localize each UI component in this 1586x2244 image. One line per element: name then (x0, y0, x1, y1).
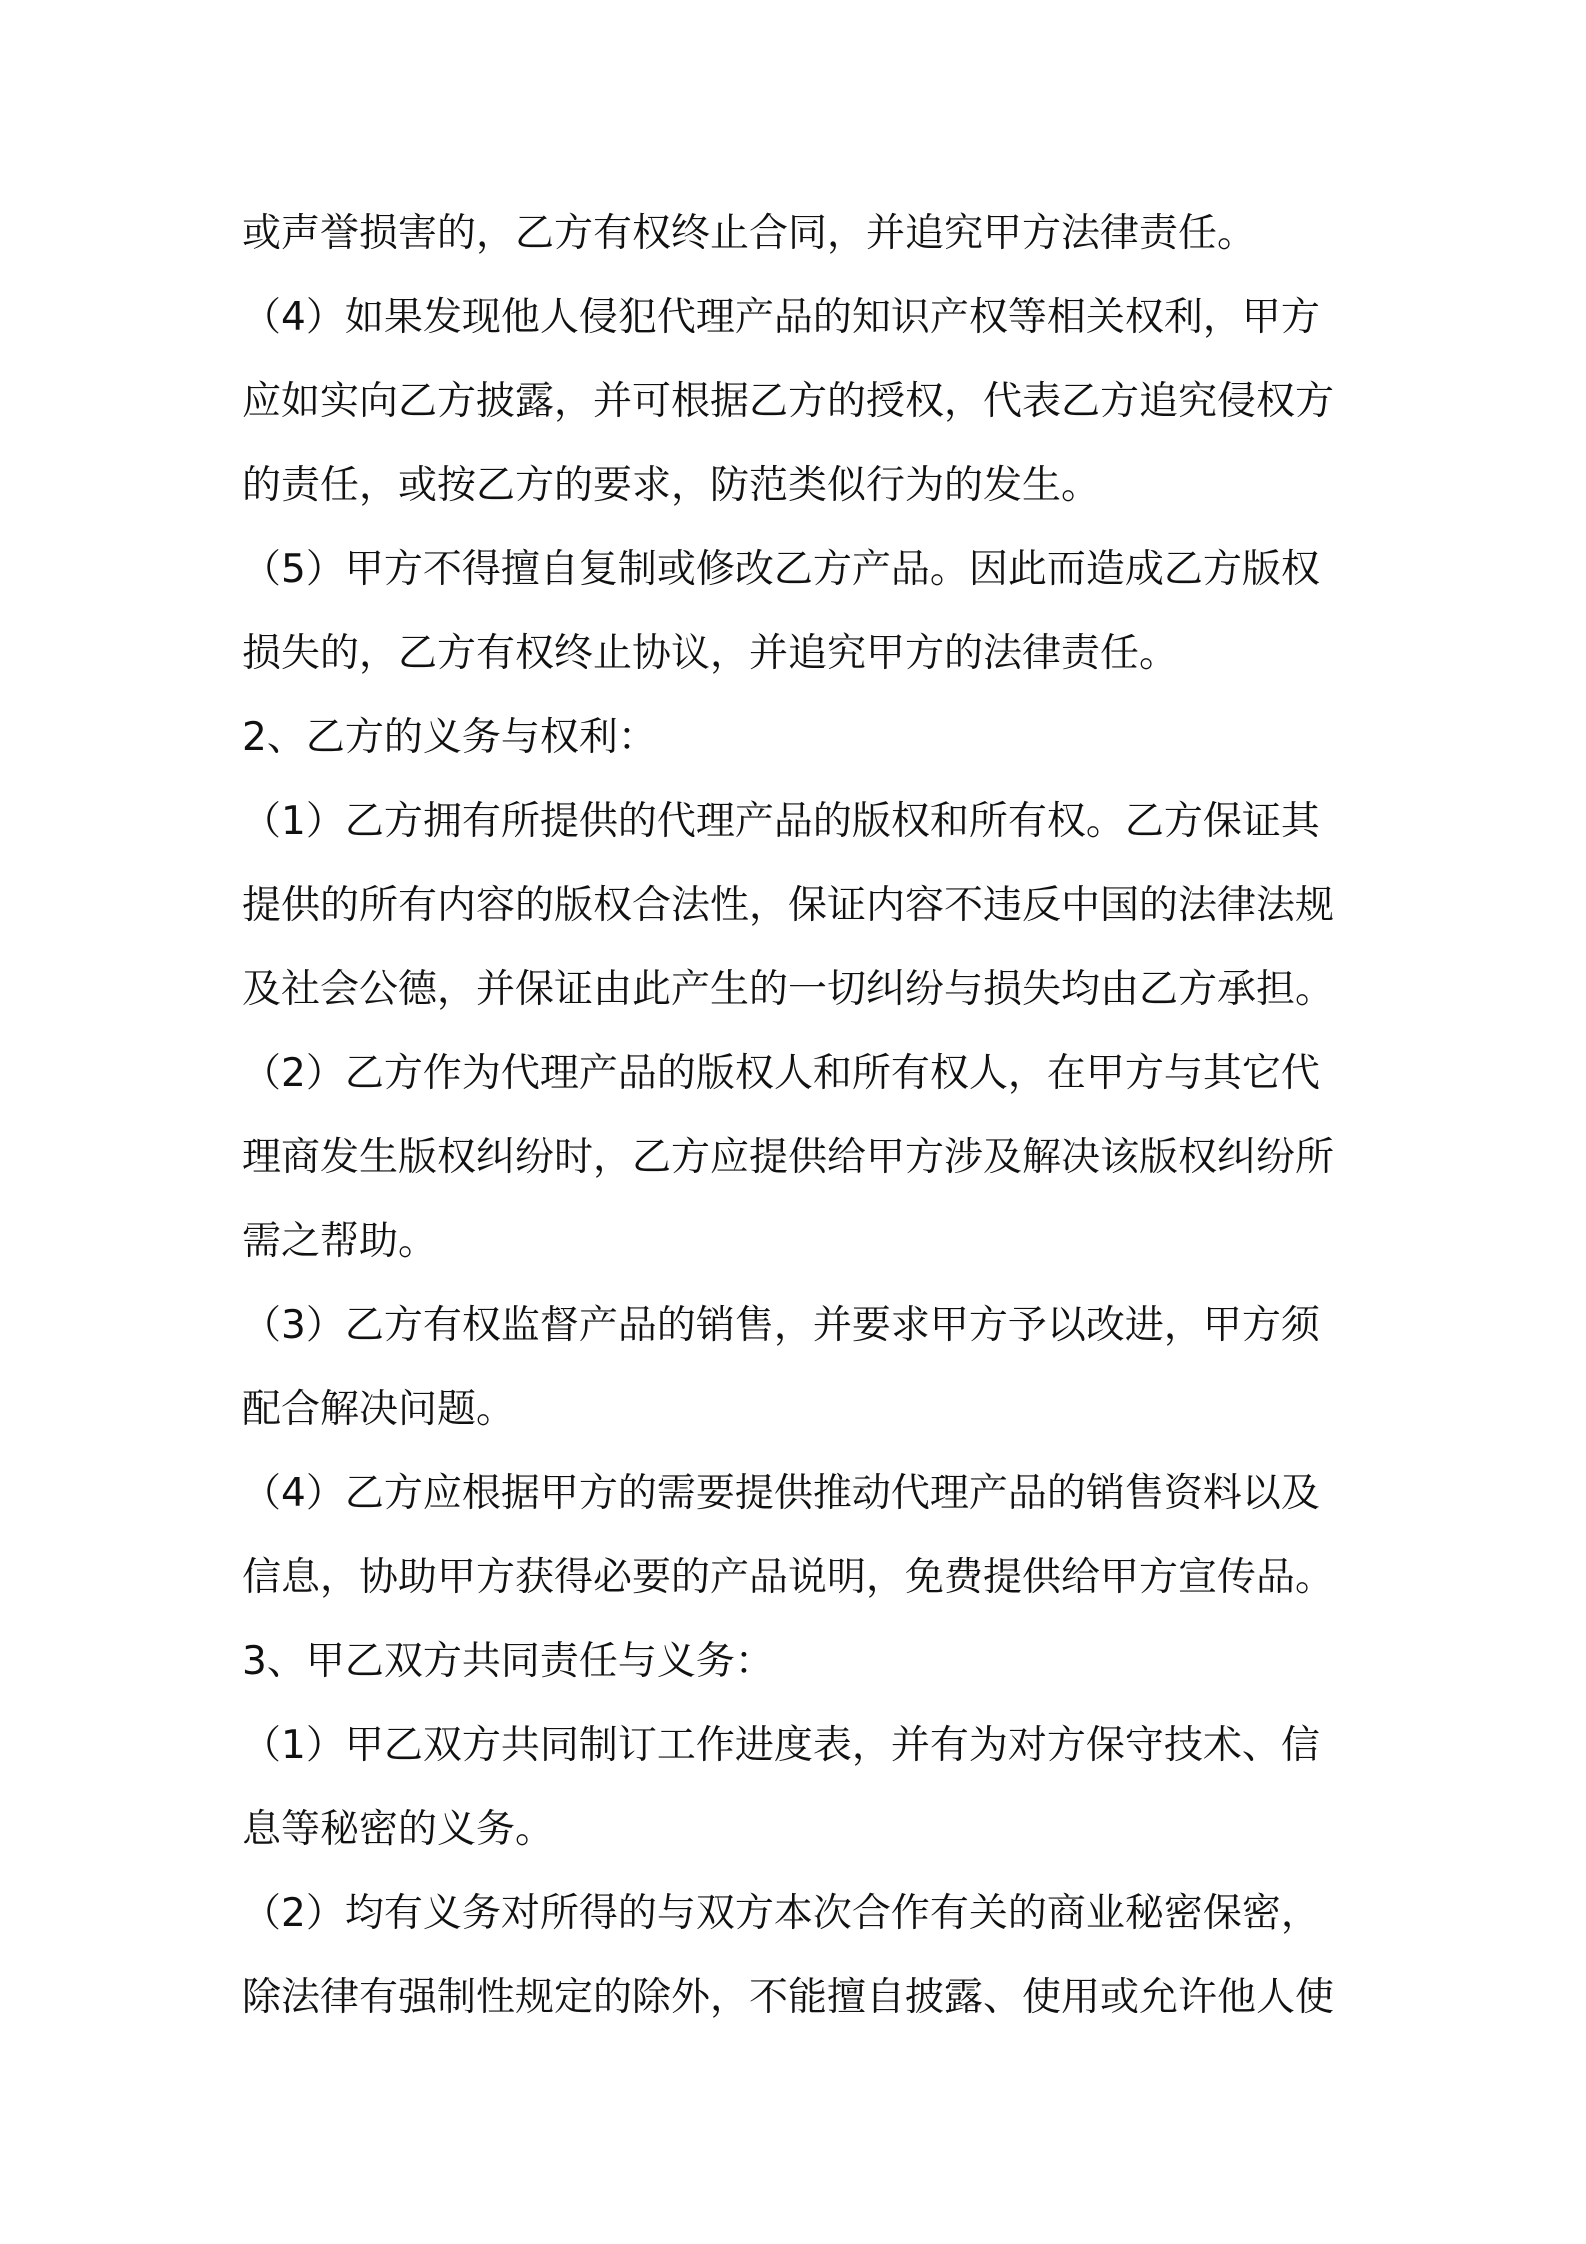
text-line: 息等秘密的义务。 (242, 1807, 555, 1852)
text-line: （1）乙方拥有所提供的代理产品的版权和所有权。乙方保证其 (242, 799, 1320, 844)
text-line: （2）均有义务对所得的与双方本次合作有关的商业秘密保密， (242, 1891, 1320, 1936)
text-line: 及社会公德，并保证由此产生的一切纠纷与损失均由乙方承担。 (242, 967, 1335, 1012)
text-line: 的责任，或按乙方的要求，防范类似行为的发生。 (242, 463, 1101, 508)
text-line: 理商发生版权纠纷时，乙方应提供给甲方涉及解决该版权纠纷所 (242, 1135, 1335, 1180)
section-heading: 3、甲乙双方共同责任与义务： (242, 1639, 774, 1684)
text-line: 除法律有强制性规定的除外，不能擅自披露、使用或允许他人使 (242, 1975, 1335, 2020)
text-line: （3）乙方有权监督产品的销售，并要求甲方予以改进，甲方须 (242, 1303, 1320, 1348)
text-line: 应如实向乙方披露，并可根据乙方的授权，代表乙方追究侵权方 (242, 379, 1335, 424)
text-line: （4）如果发现他人侵犯代理产品的知识产权等相关权利，甲方 (242, 295, 1320, 340)
text-line: （5）甲方不得擅自复制或修改乙方产品。因此而造成乙方版权 (242, 547, 1320, 592)
text-line: 或声誉损害的，乙方有权终止合同，并追究甲方法律责任。 (242, 211, 1257, 256)
text-line: （2）乙方作为代理产品的版权人和所有权人，在甲方与其它代 (242, 1051, 1320, 1096)
text-line: 提供的所有内容的版权合法性，保证内容不违反中国的法律法规 (242, 883, 1335, 928)
text-line: （4）乙方应根据甲方的需要提供推动代理产品的销售资料以及 (242, 1471, 1320, 1516)
document-body (242, 192, 1352, 2040)
text-line: 配合解决问题。 (242, 1387, 516, 1432)
text-line: 损失的，乙方有权终止协议，并追究甲方的法律责任。 (242, 631, 1179, 676)
text-line: （1）甲乙双方共同制订工作进度表，并有为对方保守技术、信 (242, 1723, 1320, 1768)
text-line: 信息，协助甲方获得必要的产品说明，免费提供给甲方宣传品。 (242, 1555, 1335, 1600)
text-line: 需之帮助。 (242, 1219, 438, 1264)
section-heading: 2、乙方的义务与权利： (242, 715, 657, 760)
